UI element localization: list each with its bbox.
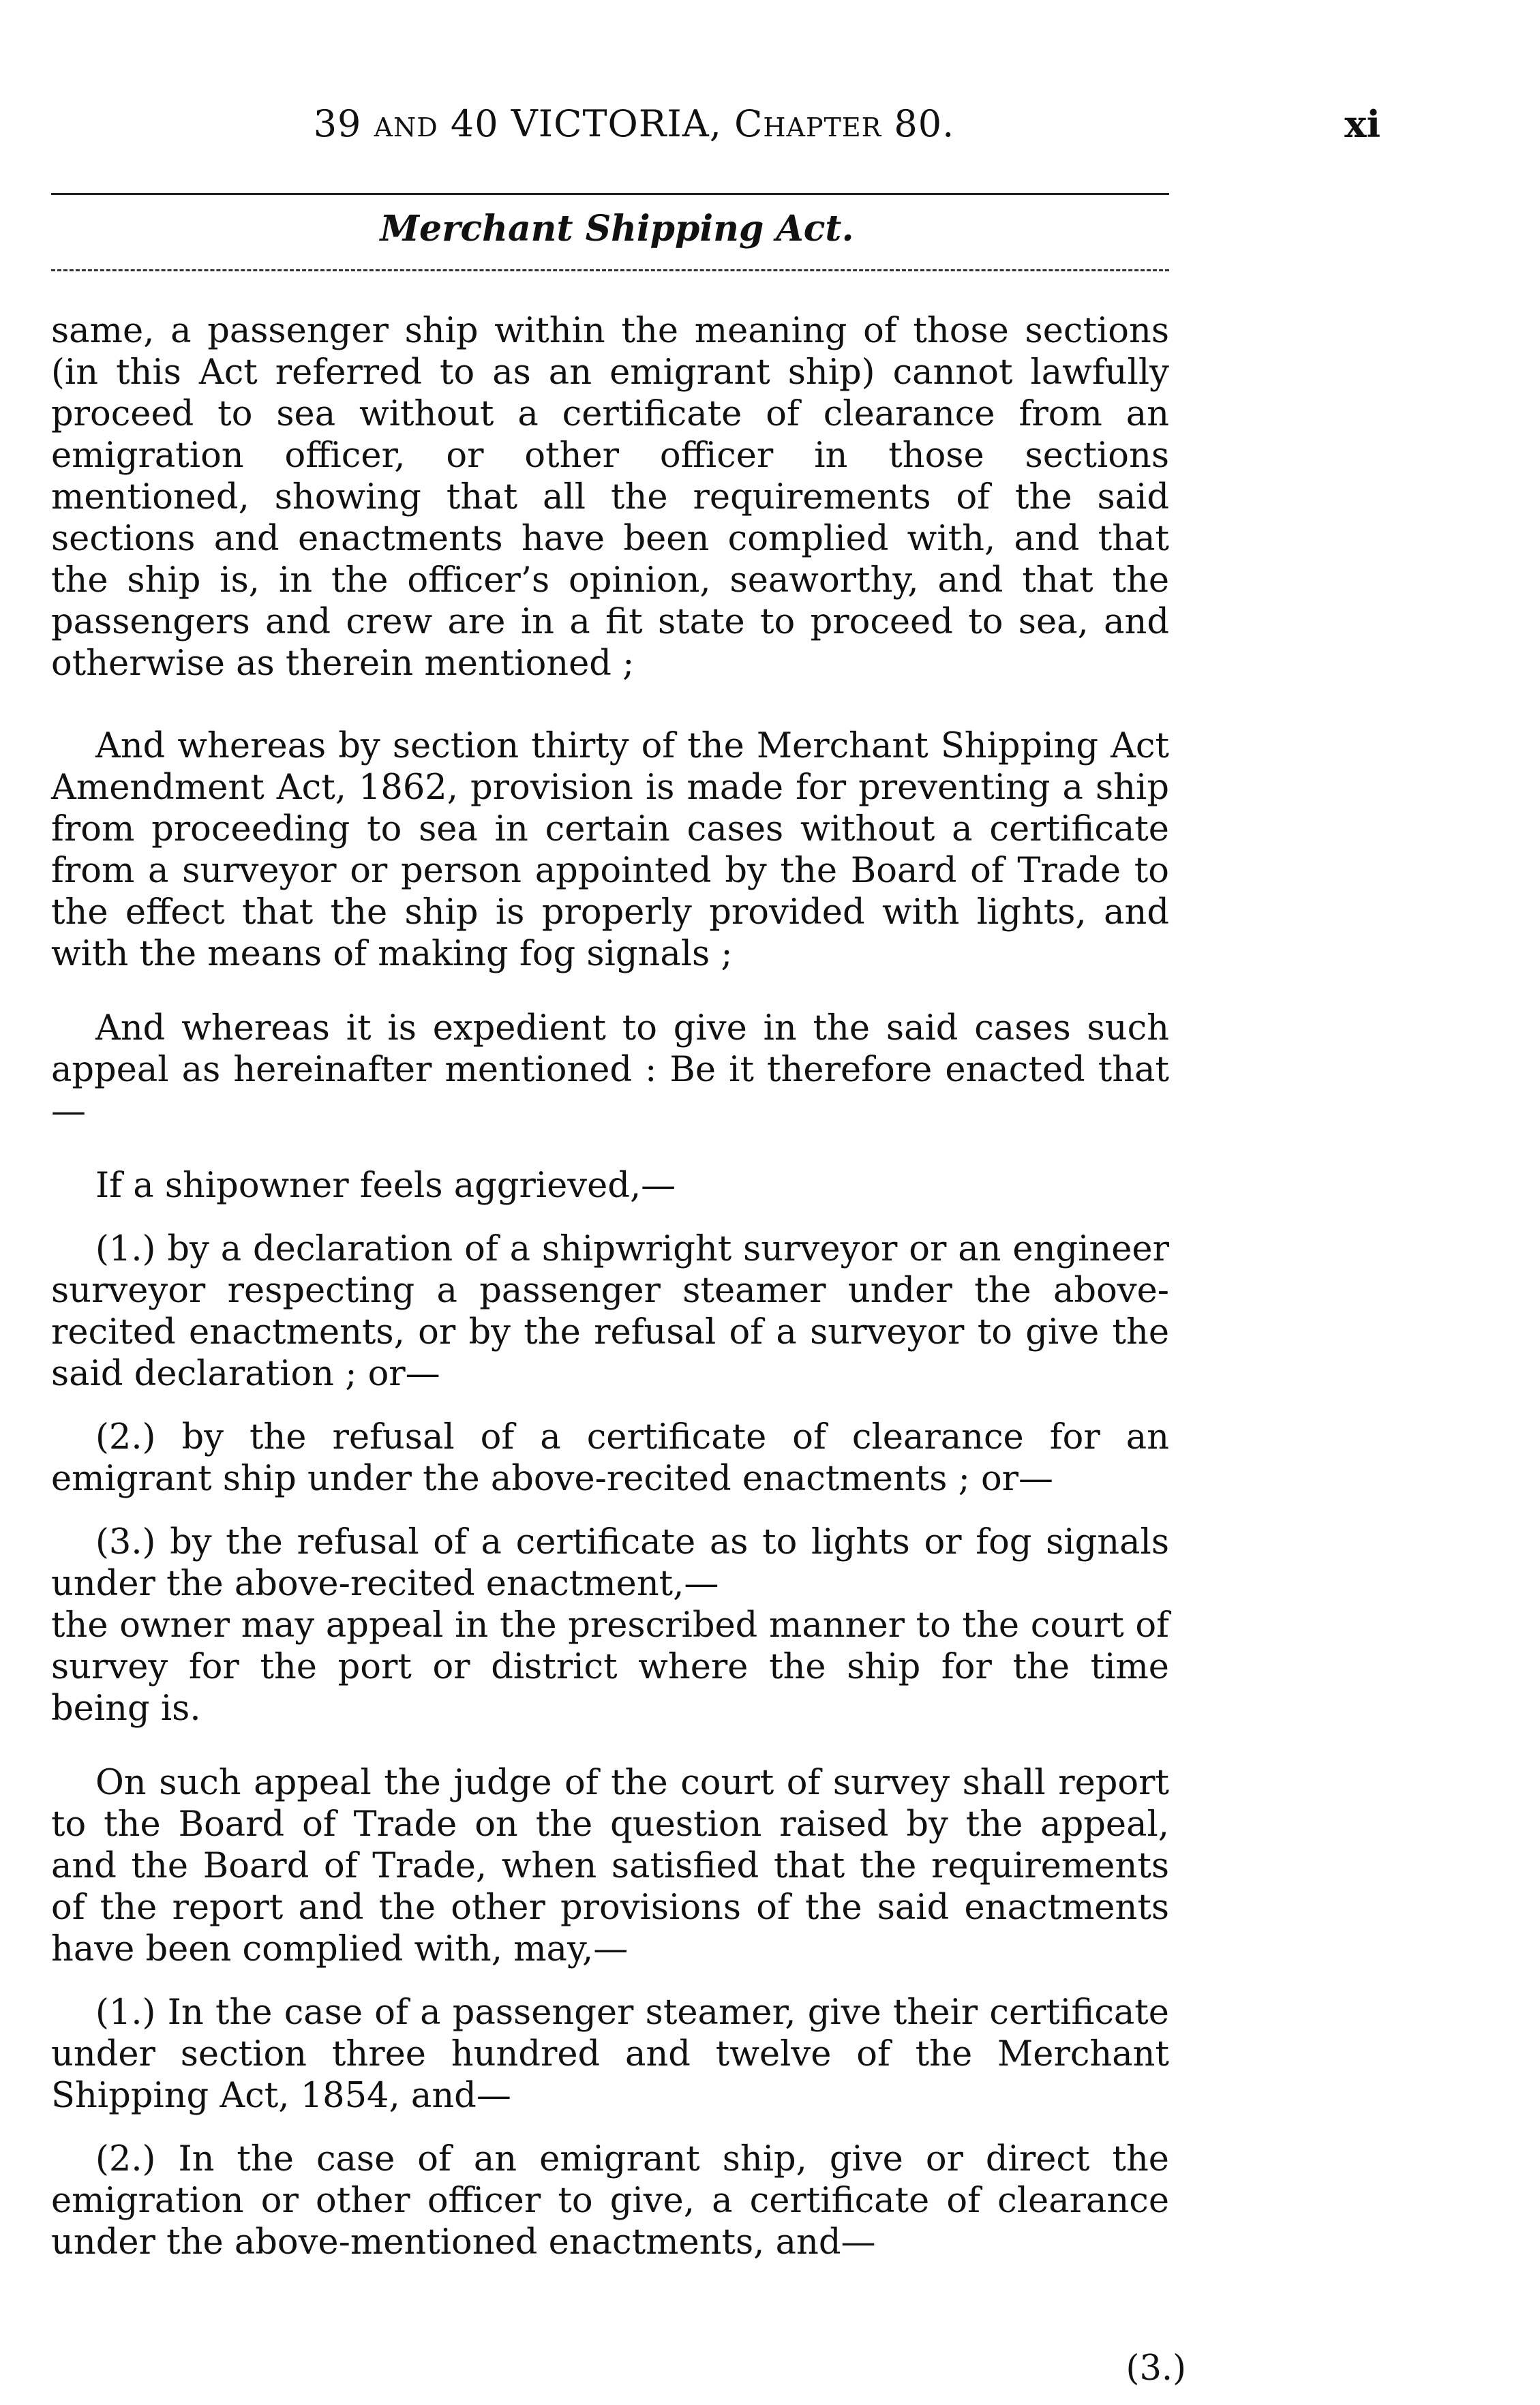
running-title-rule: [51, 269, 1169, 271]
clause-3: (3.) by the refusal of a certificate as to lights or fog signals under the above-recited enactment,—: [51, 1522, 1169, 1604]
paragraph-owner-appeal: the owner may appeal in the prescribed manner to the court of survey for the port or district where the ship for the time being is.: [51, 1605, 1169, 1729]
clause-1: (1.) by a declaration of a shipwright surveyor or an engineer surveyor respecting a passenger steamer under the above-recited enactments, or by the refusal of a surveyor to give the said declaration ; or—: [51, 1229, 1169, 1394]
header-number-start: 39: [313, 102, 362, 145]
running-title: Merchant Shipping Act.: [380, 208, 854, 249]
paragraph-appeal-report: On such appeal the judge of the court of survey shall report to the Board of Trade on the question raised by the appeal, and the Board of Trade, when satisfied that the requirements of the report and the other provisions of the said enactments have been complied with, may,—: [51, 1763, 1169, 1969]
paragraph-4: If a shipowner feels aggrieved,—: [95, 1166, 676, 1206]
header-number-end: 80.: [894, 102, 955, 145]
subclause-2: (2.) In the case of an emigrant ship, give or direct the emigration or other officer to give, a certificate of clearance under the above-mentioned enactments, and—: [51, 2139, 1169, 2263]
paragraph-1: same, a passenger ship within the meaning of those sections (in this Act referred to as an emigrant ship) cannot lawfully proceed to sea without a certificate of clearance from an emigration officer, or other officer in those sections mentioned, showing that all the requirements of the said sections and enactments have been complied with, and that the ship is, in the officer’s opinion, seaworthy, and that the passengers and crew are in a fit state to proceed to sea, and otherwise as therein mentioned ;: [51, 311, 1169, 684]
body-text: [51, 310, 1169, 2263]
page-header: [259, 102, 1009, 145]
paragraph-3: And whereas it is expedient to give in the said cases such appeal as hereinafter mentioned : Be it therefore enacted that—: [51, 1008, 1169, 1132]
clause-2: (2.) by the refusal of a certificate of clearance for an emigrant ship under the above-recited enactments ; or—: [51, 1417, 1169, 1499]
header-rule: [51, 193, 1169, 195]
header-and: and: [374, 102, 438, 145]
page-folio: xi: [1344, 102, 1380, 146]
catchword: (3.): [1126, 2348, 1186, 2389]
subclause-1: (1.) In the case of a passenger steamer, give their certificate under section three hundred and twelve of the Merchant Shipping Act, 1854, and—: [51, 1993, 1169, 2116]
paragraph-2: And whereas by section thirty of the Merchant Shipping Act Amendment Act, 1862, provision is made for preventing a ship from proceeding to sea in certain cases without a certificate from a surveyor or person appointed by the Board of Trade to the effect that the ship is properly provided with lights, and with the means of making fog signals ;: [51, 726, 1169, 974]
header-middle: 40 VICTORIA,: [450, 102, 722, 145]
header-chapter: Chapter: [734, 102, 882, 145]
